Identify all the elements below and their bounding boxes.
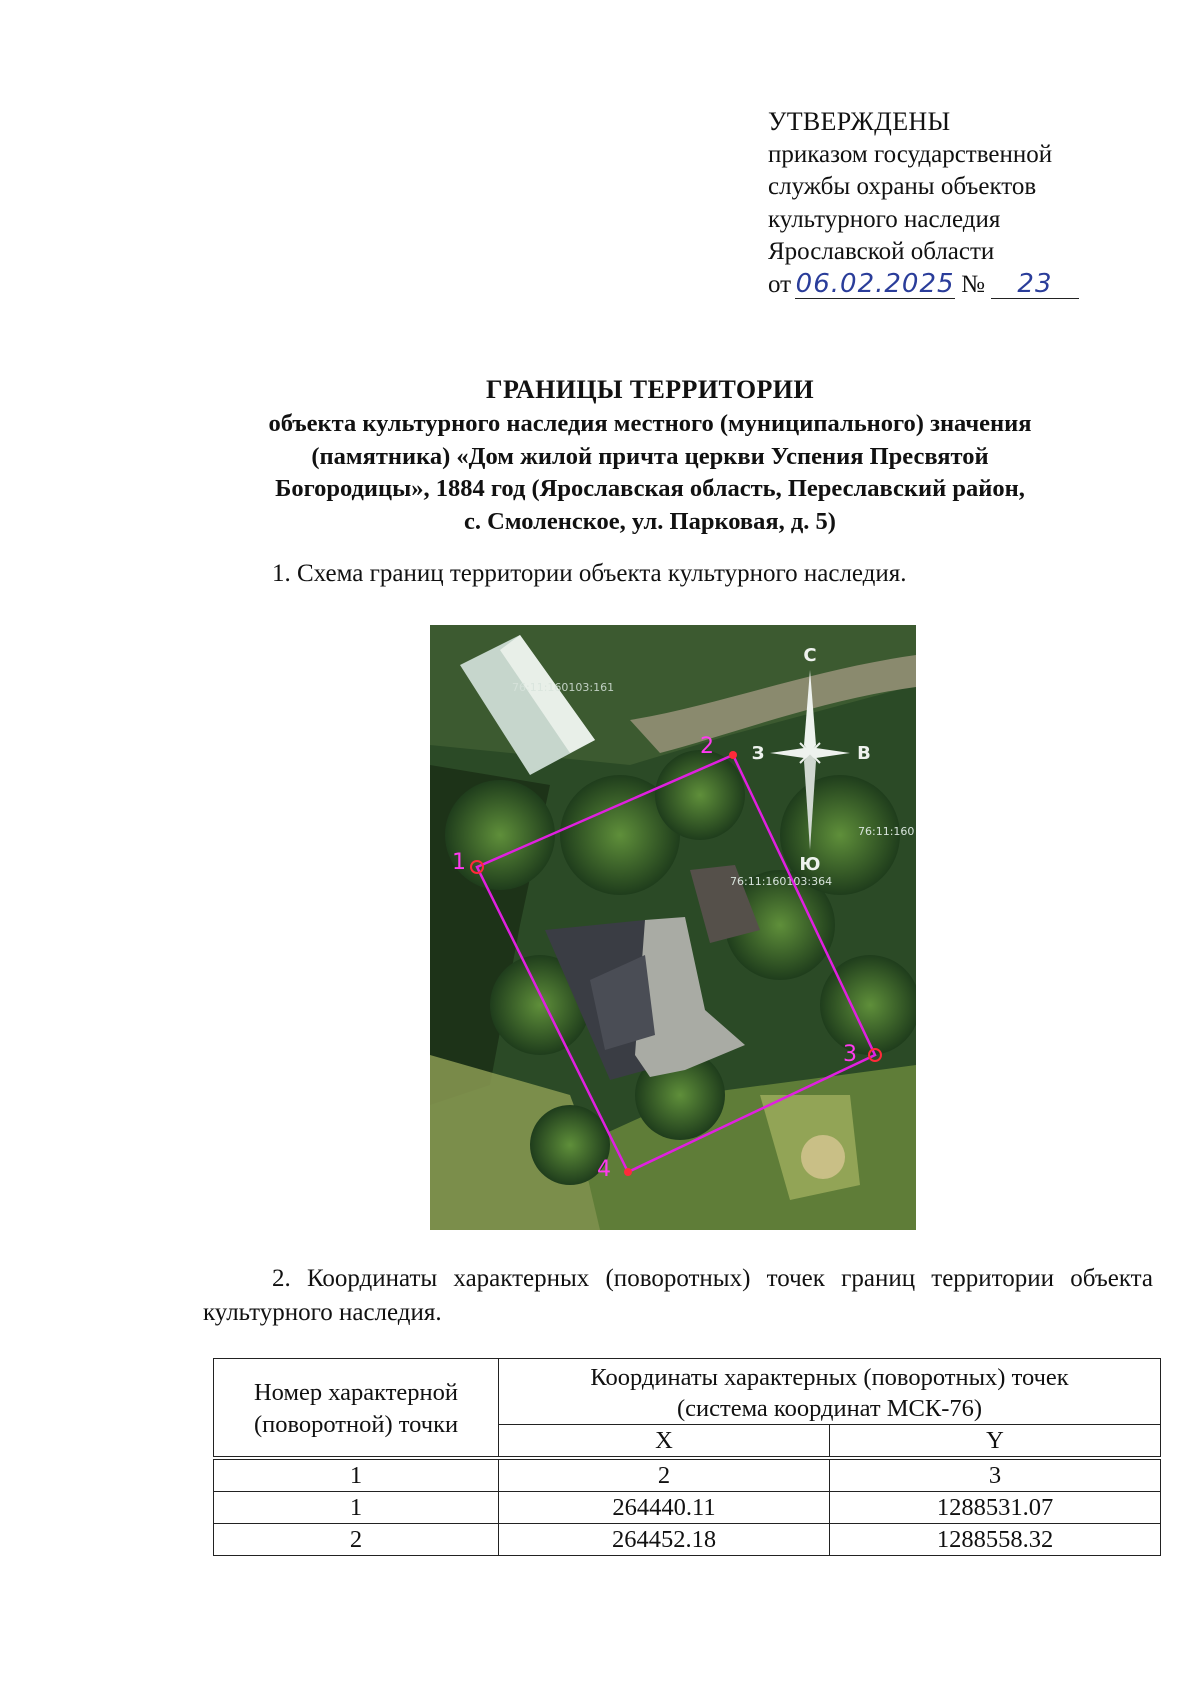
compass-east: В xyxy=(857,743,871,764)
approval-line: приказом государственной xyxy=(768,140,1053,168)
point-label-1: 1 xyxy=(452,850,466,875)
approval-heading: УТВЕРЖДЕНЫ xyxy=(768,107,951,136)
table-cell: 264440.11 xyxy=(499,1492,830,1524)
title-main: ГРАНИЦЫ ТЕРРИТОРИИ xyxy=(486,375,814,404)
section-2-heading: 2. Координаты характерных (поворотных) точек границ территории объекта культурного наследия. xyxy=(203,1265,1153,1326)
approval-line: культурного наследия xyxy=(768,205,1001,233)
table-cell: 264452.18 xyxy=(499,1524,830,1556)
compass-south: Ю xyxy=(799,854,821,875)
section-1-heading: 1. Схема границ территории объекта культурного наследия. xyxy=(272,560,907,587)
header-coordinates xyxy=(499,1359,1161,1425)
title-line: объекта культурного наследия местного (муниципального) значения xyxy=(268,410,1032,437)
approval-block xyxy=(768,106,1148,301)
boundary-map xyxy=(430,625,916,1230)
order-date-number xyxy=(768,269,1148,302)
table-cell: 1 xyxy=(214,1492,499,1524)
table-row xyxy=(214,1492,1161,1524)
parcel-label: 76:11:160103:161 xyxy=(512,681,615,694)
header-coordinates-line: (система координат МСК-76) xyxy=(676,1395,983,1422)
table-cell: 1 xyxy=(214,1458,499,1492)
order-date: 06.02.2025 xyxy=(795,268,955,299)
table-cell: 3 xyxy=(830,1458,1161,1492)
table-cell: 1288558.32 xyxy=(830,1524,1161,1556)
title-line: с. Смоленское, ул. Парковая, д. 5) xyxy=(464,507,836,535)
compass-north: С xyxy=(803,645,817,666)
header-coordinates-line: Координаты характерных (поворотных) точек xyxy=(590,1364,1069,1391)
header-y: Y xyxy=(830,1425,1161,1459)
table-row xyxy=(214,1524,1161,1556)
number-prefix: № xyxy=(961,270,985,298)
compass-west: З xyxy=(751,743,765,764)
point-label-2: 2 xyxy=(700,734,714,759)
point-label-3: 3 xyxy=(843,1042,857,1067)
coordinates-table xyxy=(213,1358,1161,1556)
satellite-image xyxy=(430,625,916,1230)
order-number: 23 xyxy=(991,270,1079,299)
document-title xyxy=(150,372,1150,538)
header-point-number: Номер характерной (поворотной) точки xyxy=(214,1359,499,1459)
approval-line: Ярославской области xyxy=(768,238,995,265)
approval-line: службы охраны объектов xyxy=(768,173,1037,200)
title-line: (памятника) «Дом жилой причта церкви Успения Пресвятой xyxy=(311,442,989,470)
table-cell: 1288531.07 xyxy=(830,1492,1161,1524)
table-cell: 2 xyxy=(214,1524,499,1556)
parcel-label: 76:11:160103:364 xyxy=(730,875,833,888)
point-label-4: 4 xyxy=(597,1157,611,1182)
header-x: X xyxy=(499,1425,830,1459)
index-row xyxy=(214,1458,1161,1492)
table-cell: 2 xyxy=(499,1458,830,1492)
parcel-label: 76:11:160 xyxy=(858,825,915,838)
title-line: Богородицы», 1884 год (Ярославская область, Переславский район, xyxy=(275,475,1025,502)
date-prefix: от xyxy=(768,270,792,298)
